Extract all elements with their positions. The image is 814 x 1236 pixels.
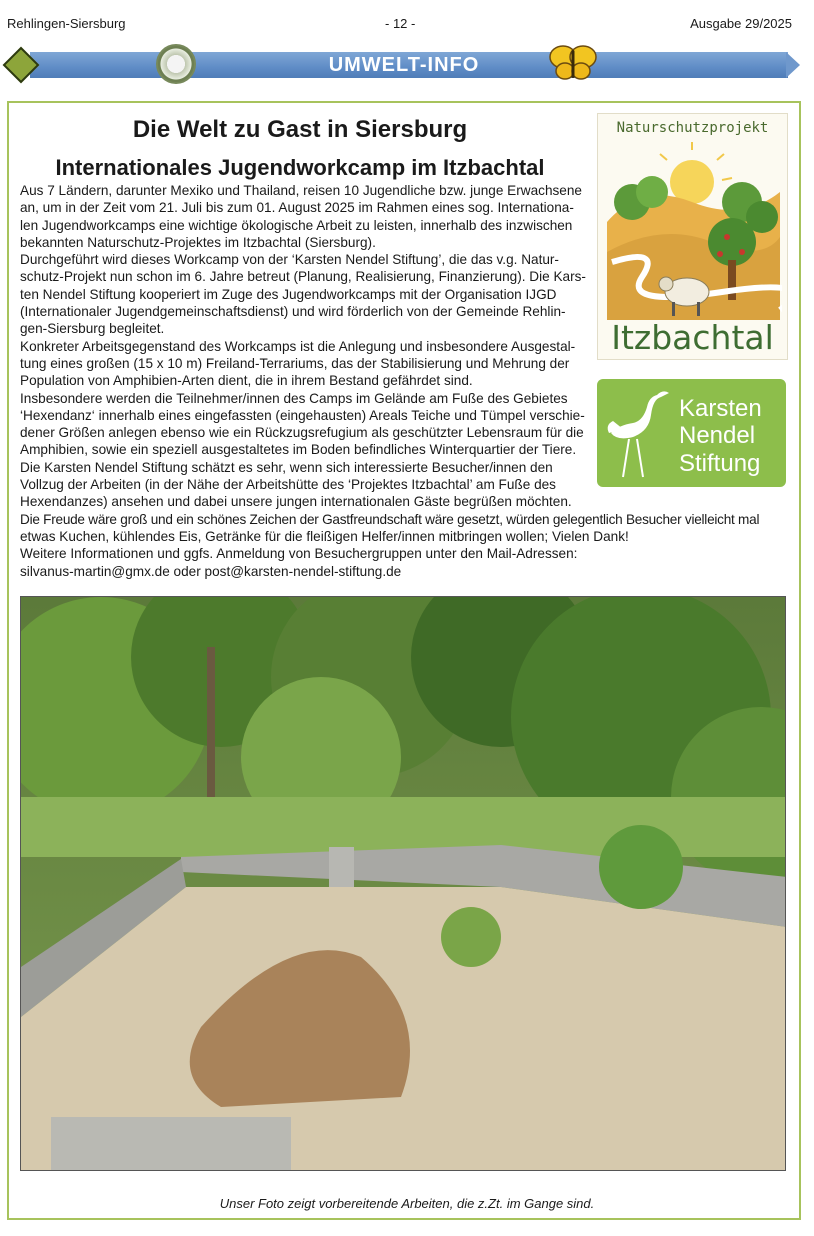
body-line: gen-Siersburg begleitet. [20, 321, 165, 337]
body-line: an, um in der Zeit vom 21. Juli bis zum 01. August 2025 im Rahmen eines sog. Internationa- [20, 200, 574, 216]
body-line: bekannten Naturschutz-Projektes im Itzbachtal (Siersburg). [20, 234, 376, 250]
body-line: Durchgeführt wird dieses Workcamp von der ‘Karsten Nendel Stiftung’, die das v.g. Natur- [20, 252, 559, 268]
naturschutzprojekt-logo [597, 113, 788, 360]
karsten-nendel-stiftung-logo [597, 379, 786, 487]
body-line: Weitere Informationen und ggfs. Anmeldung von Besuchergruppen unter den Mail-Adressen: [20, 546, 578, 562]
stiftung-line: Nendel [679, 422, 756, 449]
body-line: ten Nendel Stiftung kooperiert im Zuge des Jugendworkcamps mit der Organisation IJGD [20, 286, 557, 302]
butterfly-icon [548, 42, 598, 82]
body-line: ‘Hexendanz‘ innerhalb eines eingefassten (eingehausten) Areals Teiche und Tümpel verschie- [20, 407, 585, 423]
issue-number: Ausgabe 29/2025 [690, 16, 792, 31]
logo-bottom-text: Itzbachtal [611, 318, 774, 357]
body-line: Konkreter Arbeitsgegenstand des Workcamps ist die Anlegung und insbesondere Ausgestal- [20, 338, 576, 354]
header-town: Rehlingen-Siersburg [7, 16, 126, 31]
body-line: Population von Amphibien-Arten dient, die in ihrem Bestand gefährdet sind. [20, 373, 473, 389]
section-banner [8, 50, 800, 82]
landscape-illustration [602, 142, 782, 322]
page-number: - 12 - [385, 16, 416, 31]
body-line: len Jugendworkcamps eine wichtige ökologische Arbeit zu leisten, innerhalb des inzwischen [20, 217, 573, 233]
stiftung-line: Karsten [679, 395, 762, 422]
article-subtitle: Internationales Jugendworkcamp im Itzbachtal [55, 155, 545, 180]
section-title: UMWELT-INFO [328, 54, 480, 76]
photo-caption: Unser Foto zeigt vorbereitende Arbeiten, die z.Zt. im Gange sind. [219, 1196, 595, 1211]
body-line: Die Karsten Nendel Stiftung schätzt es sehr, wenn sich interessierte Besucher/innen den [20, 459, 553, 475]
body-line: silvanus-martin@gmx.de oder post@karsten-nendel-stiftung.de [20, 563, 402, 579]
body-line: Hexendanzes) ansehen und dabei unsere jungen internationalen Gäste begrüßen möchten. [20, 494, 572, 510]
body-line: etwas Kuchen, kühlendes Eis, Getränke für die fleißigen Helfer/innen mitbringen wollen; Vielen Dank! [20, 528, 629, 544]
body-line: Amphibien, sowie ein speziell ausgestaltetes im Boden befindliches Winterquartier der Tiere. [20, 442, 577, 458]
body-line: schutz-Projekt nun schon im 6. Jahre betreut (Planung, Realisierung, Finanzierung). Die Kars- [20, 269, 586, 285]
logo-top-text: Naturschutzprojekt [616, 120, 769, 136]
body-line: Die Freude wäre groß und ein schönes Zeichen der Gastfreundschaft wäre gesetzt, würden gelegentlich Besucher vielleicht mal [20, 511, 760, 527]
body-line: tung eines großen (15 x 10 m) Freiland-Terrariums, das der Stabilisierung und Mehrung der [20, 355, 570, 371]
article-title: Die Welt zu Gast in Siersburg [132, 116, 468, 143]
body-line: Aus 7 Ländern, darunter Mexiko und Thailand, reisen 10 Jugendliche bzw. junge Erwachsene [20, 183, 582, 198]
body-line: (Internationaler Jugendgemeinschaftsdienst) und wird förderlich von der Gemeinde Rehlin- [20, 304, 566, 320]
body-line: Vollzug der Arbeiten (in der Nähe der Arbeitshütte des ‘Projektes Itzbachtal’ am Fuße des [20, 477, 556, 493]
photo-illustration [21, 597, 786, 1171]
stiftung-line: Stiftung [679, 450, 761, 477]
crane-icon [603, 385, 677, 481]
body-line: dener Größen anlegen ebenso wie ein Rückzugsrefugium als geschützter Lebensraum für die [20, 425, 584, 441]
workcamp-photo [20, 596, 786, 1171]
body-line: Insbesondere werden die Teilnehmer/innen des Camps im Gelände am Fuße des Gebietes [20, 390, 568, 406]
